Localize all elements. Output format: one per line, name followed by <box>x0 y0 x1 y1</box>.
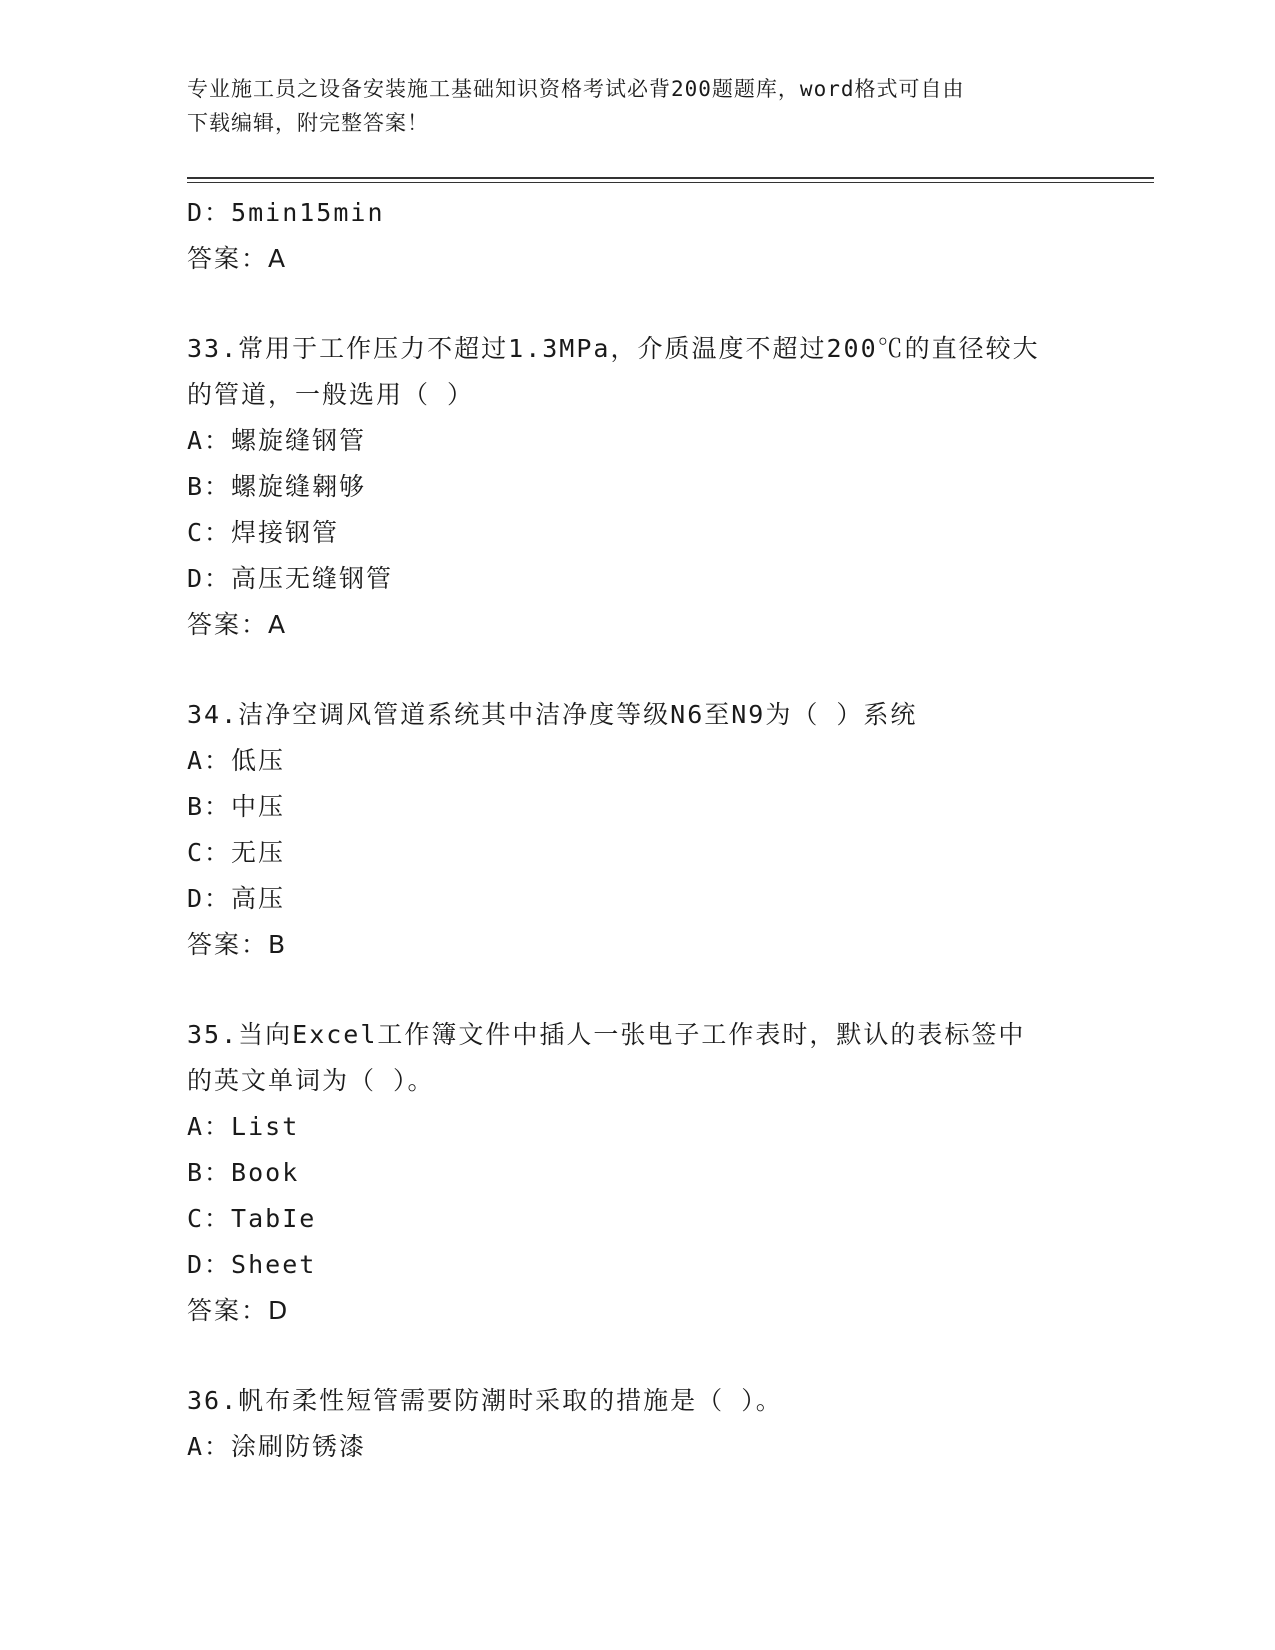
header-divider-thin <box>187 182 1154 183</box>
option-d: D：高压无缝钢管 <box>187 564 394 593</box>
question-text-line-1: 36.帆布柔性短管需要防潮时采取的措施是（ ）。 <box>187 1386 783 1415</box>
header-divider-thick <box>187 177 1154 179</box>
question-35 <box>187 1012 1087 1334</box>
question-33 <box>187 326 1087 648</box>
question-text-line-1: 35.当向Excel工作簿文件中插人一张电子工作表时，默认的表标签中 <box>187 1020 1026 1049</box>
option-c: C：TabIe <box>187 1204 317 1233</box>
option-c: C：焊接钢管 <box>187 518 340 547</box>
answer-line: 答案：A <box>187 244 288 273</box>
question-34 <box>187 692 1087 968</box>
option-d: D：5min15min <box>187 198 385 227</box>
header-title-line-1: 专业施工员之设备安装施工基础知识资格考试必背200题题库，word格式可自由 <box>187 77 965 101</box>
question-text-line-2: 的英文单词为（ ）。 <box>187 1066 435 1095</box>
option-b: B：螺旋缝翱够 <box>187 472 367 501</box>
option-a: A：低压 <box>187 746 286 775</box>
option-d: D：Sheet <box>187 1250 317 1279</box>
question-list <box>187 190 1087 1470</box>
option-c: C：无压 <box>187 838 286 867</box>
answer-line: 答案：A <box>187 610 288 639</box>
document-header <box>187 72 1067 140</box>
answer-line: 答案：B <box>187 930 288 959</box>
question-text-line-2: 的管道，一般选用（ ） <box>187 380 475 409</box>
option-a: A：List <box>187 1112 300 1141</box>
question-text-line-1: 34.洁净空调风管道系统其中洁净度等级N6至N9为（ ）系统 <box>187 700 918 729</box>
header-title-line-2: 下载编辑，附完整答案！ <box>187 111 429 135</box>
option-a: A：螺旋缝钢管 <box>187 426 367 455</box>
question-text-line-1: 33.常用于工作压力不超过1.3MPa，介质温度不超过200℃的直径较大 <box>187 334 1040 363</box>
answer-line: 答案：D <box>187 1296 290 1325</box>
option-d: D：高压 <box>187 884 286 913</box>
question-fragment-32 <box>187 190 1087 282</box>
question-36 <box>187 1378 1087 1470</box>
option-b: B：Book <box>187 1158 300 1187</box>
option-a: A：涂刷防锈漆 <box>187 1432 367 1461</box>
option-b: B：中压 <box>187 792 286 821</box>
